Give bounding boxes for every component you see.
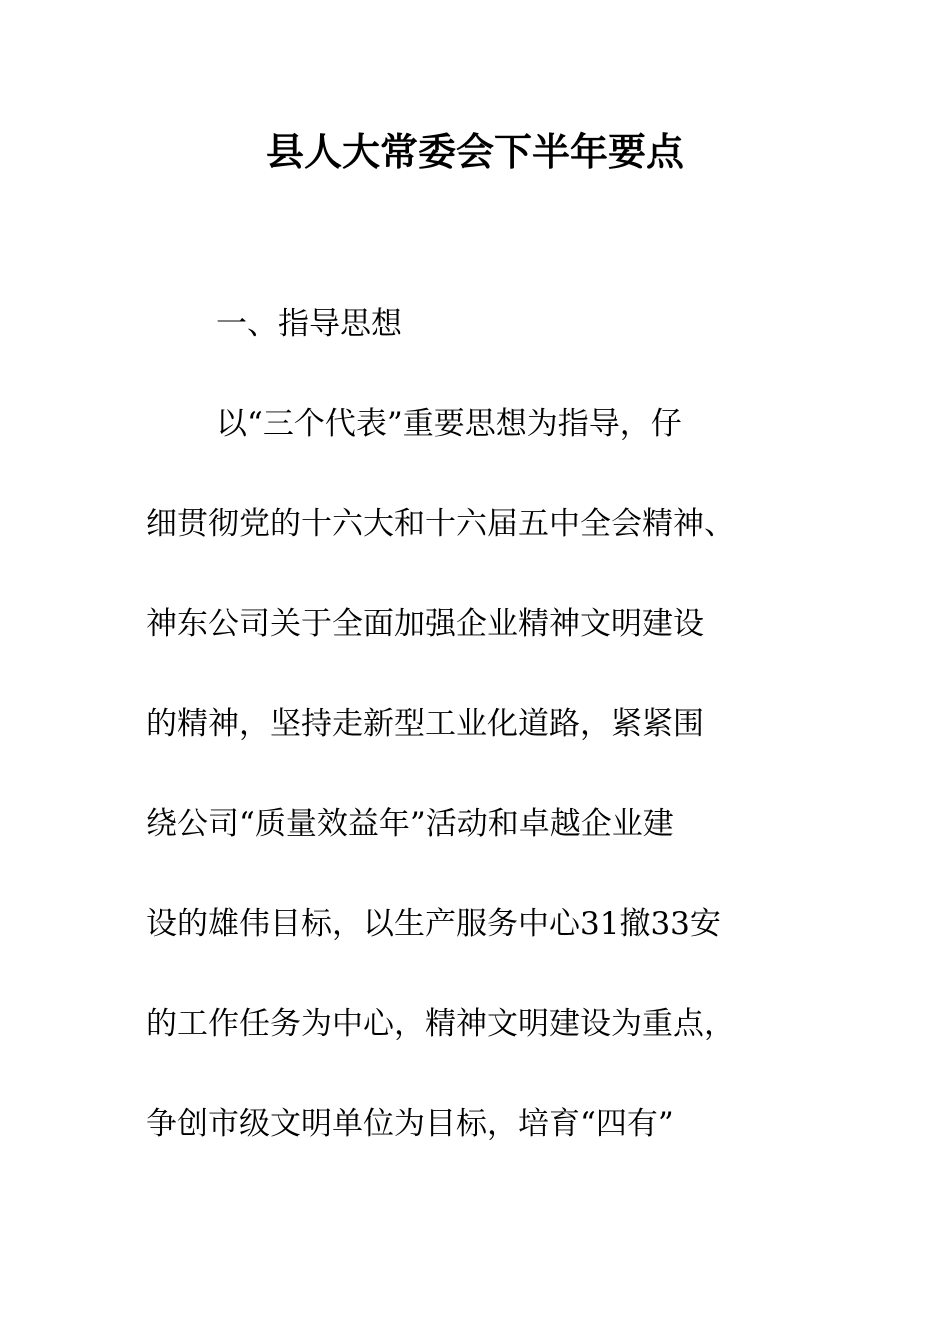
document-title: 县人大常委会下半年要点 — [265, 129, 684, 174]
paragraph-line-7: 的工作任务为中心，精神文明建设为重点， — [146, 1006, 735, 1042]
paragraph-line-8: 争创市级文明单位为目标，培育“四有” — [146, 1106, 674, 1142]
paragraph-line-6: 设的雄伟目标，以生产服务中心31撤33安 — [146, 906, 721, 942]
paragraph-line-3: 神东公司关于全面加强企业精神文明建设 — [146, 606, 704, 642]
section-heading: 一、指导思想 — [216, 306, 402, 342]
paragraph-line-5: 绕公司“质量效益年”活动和卓越企业建 — [146, 806, 674, 842]
paragraph-line-4: 的精神，坚持走新型工业化道路，紧紧围 — [146, 706, 704, 742]
paragraph-line-1: 以“三个代表”重要思想为指导，仔 — [216, 406, 682, 442]
paragraph-line-2: 细贯彻党的十六大和十六届五中全会精神、 — [146, 506, 735, 542]
